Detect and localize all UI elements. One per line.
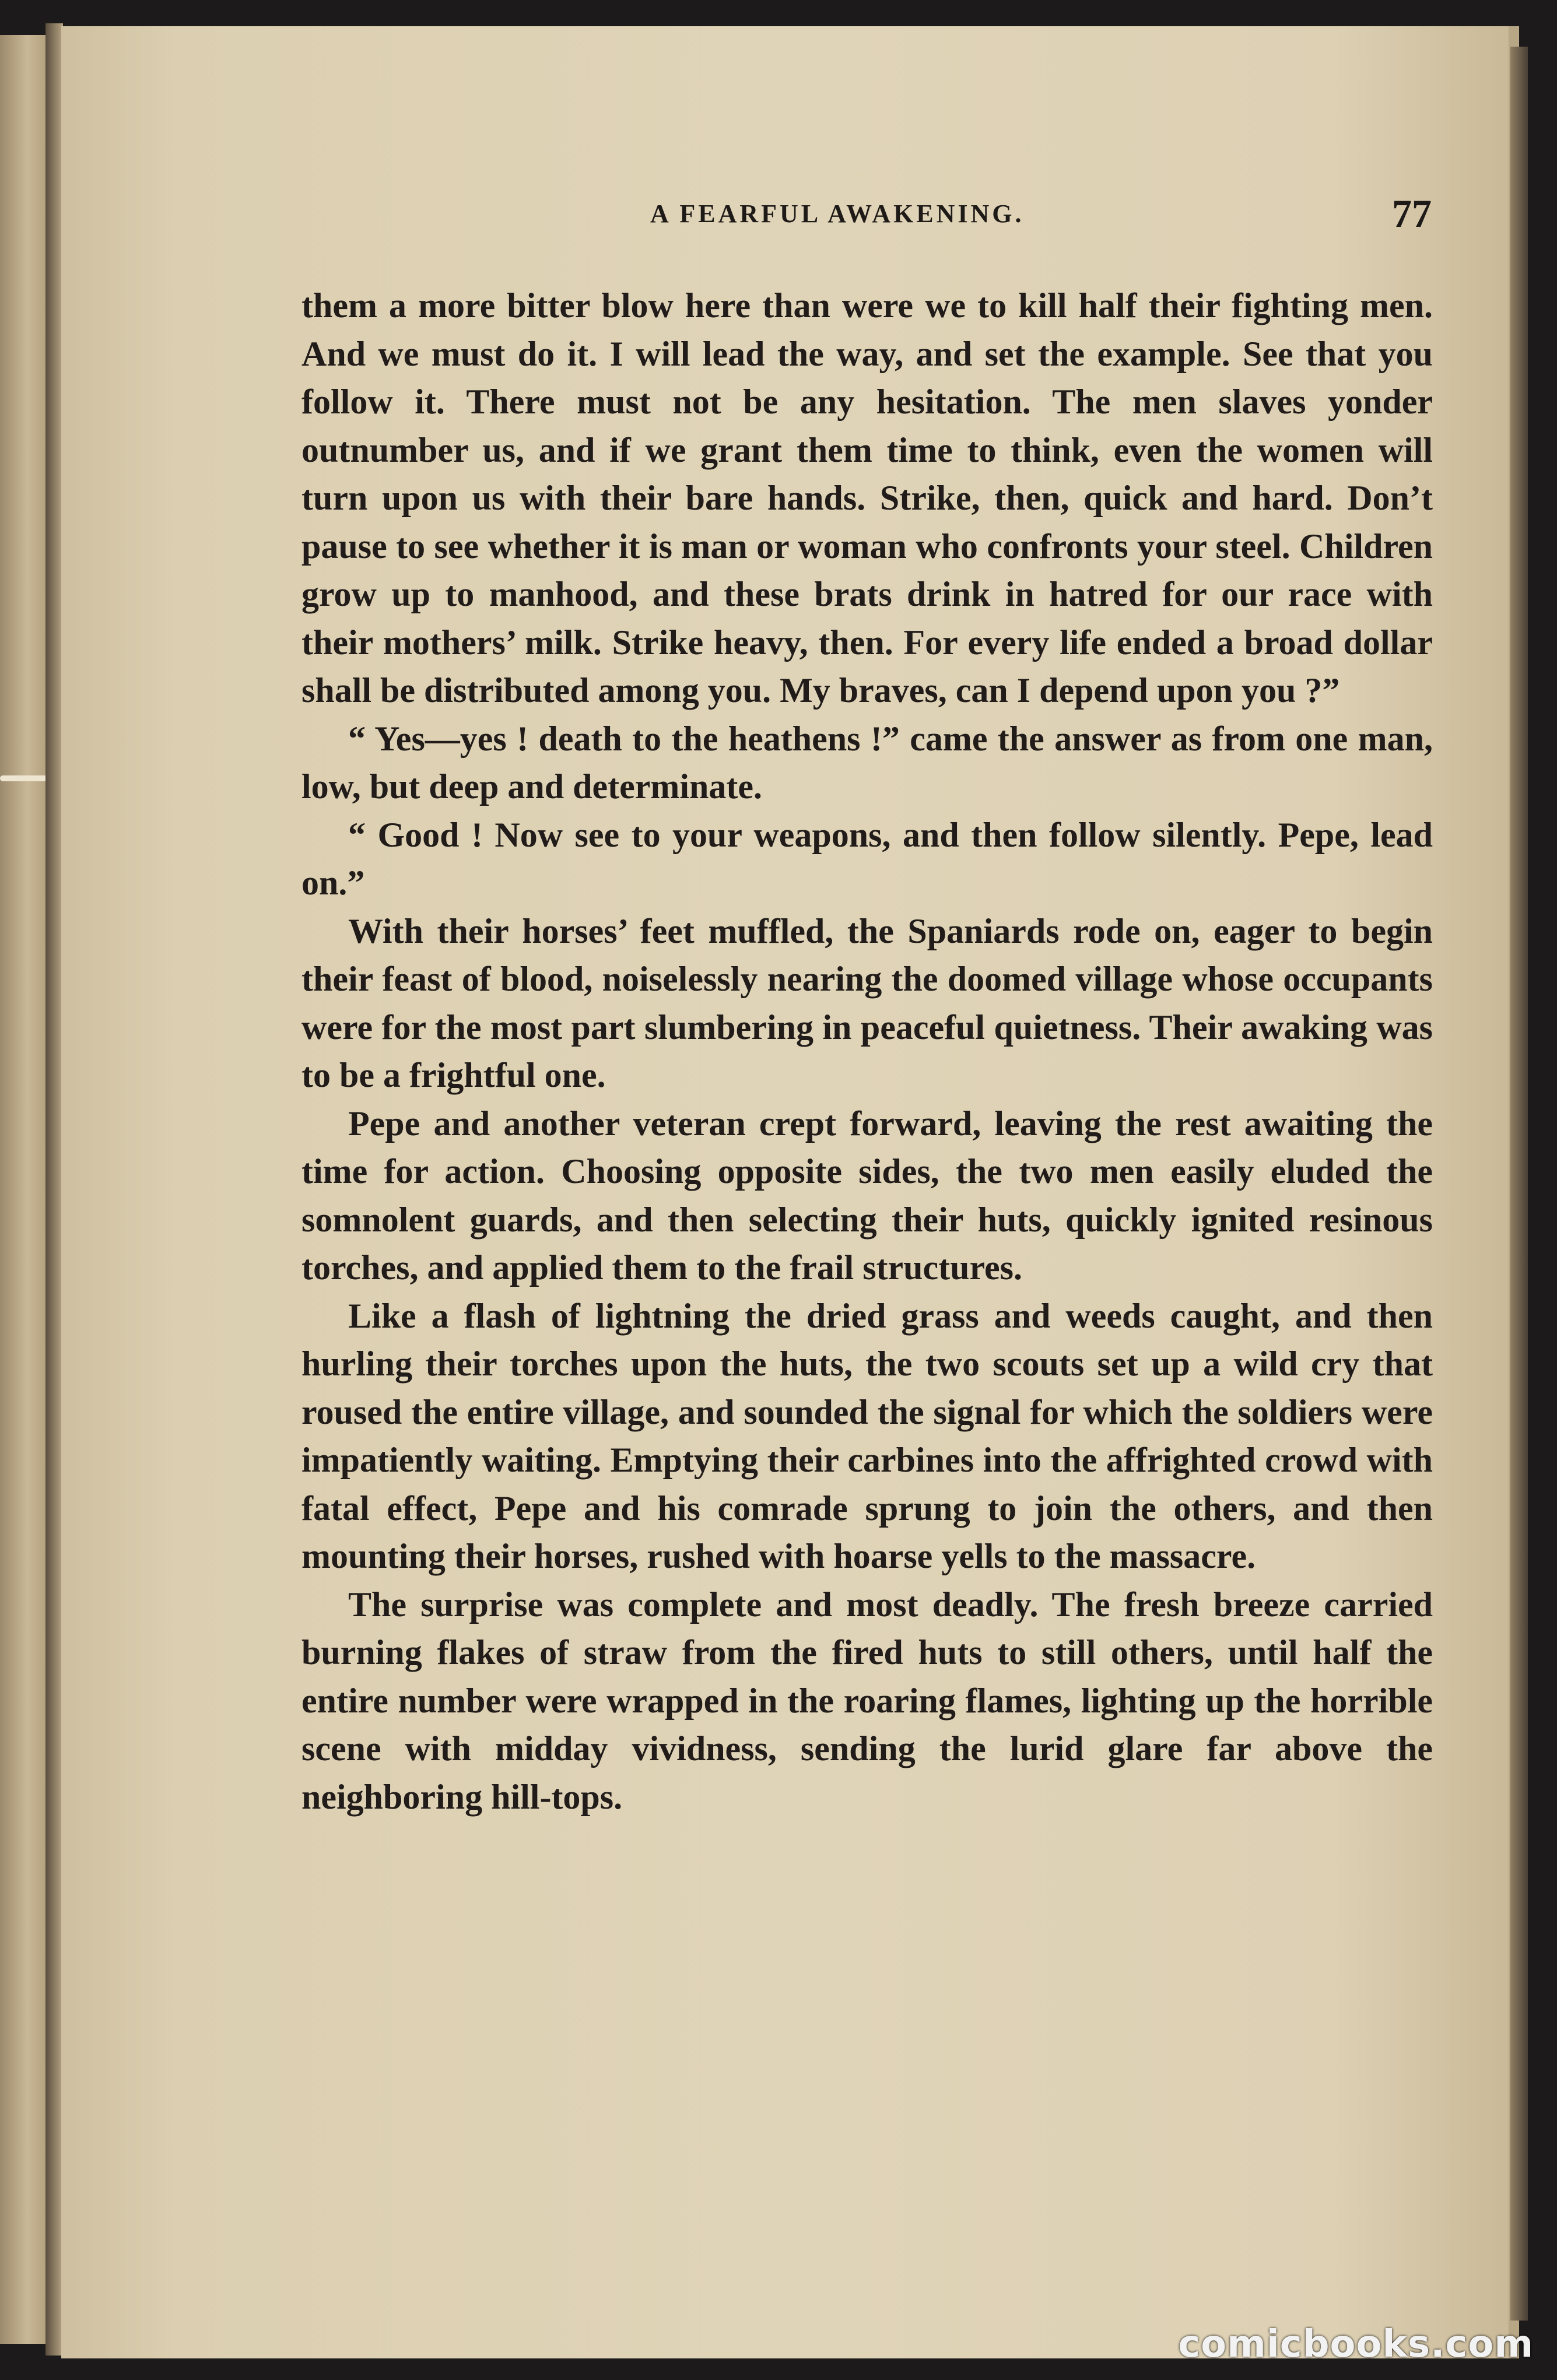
watermark: comicbooks.com	[1178, 2323, 1534, 2366]
paragraph: Pepe and another veteran crept forward, leaving the rest awaiting the time for action. Choosing opposite sides, the two men easily eluded the somnolent guards, and then selecting their huts, quickly ignited resinous torches, and applied them to the frail structures.	[301, 1104, 1433, 1287]
paragraph: With their horses’ feet muffled, the Spaniards rode on, eager to begin their feast of blood, noiselessly nearing the doomed village whose occupants were for the most part slumbering in peaceful quietness. Their awaking was to be a frightful one.	[301, 911, 1433, 1094]
paragraph: “ Good ! Now see to your weapons, and then follow silently. Pepe, lead on.”	[301, 815, 1433, 902]
paragraph: The surprise was complete and most deadly. The fresh breeze carried burning flakes of straw from the fired huts to still others, until half the entire number were wrapped in the roaring flames, lighting up the horrible scene with midday vividness, sending the lurid glare far above the neighboring hill-tops.	[301, 1585, 1433, 1816]
running-head: A FEARFUL AWAKENING.	[650, 199, 1025, 228]
book-page	[61, 26, 1519, 2358]
page-edge-shadow	[1510, 47, 1528, 2321]
book-spine	[45, 23, 63, 2356]
facing-page-edge	[0, 35, 45, 2344]
page-body	[301, 282, 1433, 1821]
paragraph: “ Yes—yes ! death to the heathens !” came the answer as from one man, low, but deep and determinate.	[301, 719, 1433, 806]
page-header	[294, 191, 1437, 240]
paragraph: Like a flash of lightning the dried grass and weeds caught, and then hurling their torches upon the huts, the two scouts set up a wild cry that roused the entire village, and sounded the signal for which the soldiers were impatiently waiting. Emptying their carbines into the affrighted crowd with fatal effect, Pepe and his comrade sprung to join the others, and then mounting their horses, rushed with hoarse yells to the massacre.	[301, 1296, 1433, 1575]
paragraph: them a more bitter blow here than were we to kill half their fighting men. And we must do it. I will lead the way, and set the example. See that you follow it. There must not be any hesitation. The men slaves yonder outnumber us, and if we grant them time to think, even the women will turn upon us with their bare hands. Strike, then, quick and hard. Don’t pause to see whether it is man or woman who confronts your steel. Children grow up to manhood, and these brats drink in hatred for our race with their mothers’ milk. Strike heavy, then. For every life ended a broad dollar shall be distributed among you. My braves, can I depend upon you ?”	[301, 286, 1433, 710]
page-number: 77	[1392, 191, 1432, 236]
